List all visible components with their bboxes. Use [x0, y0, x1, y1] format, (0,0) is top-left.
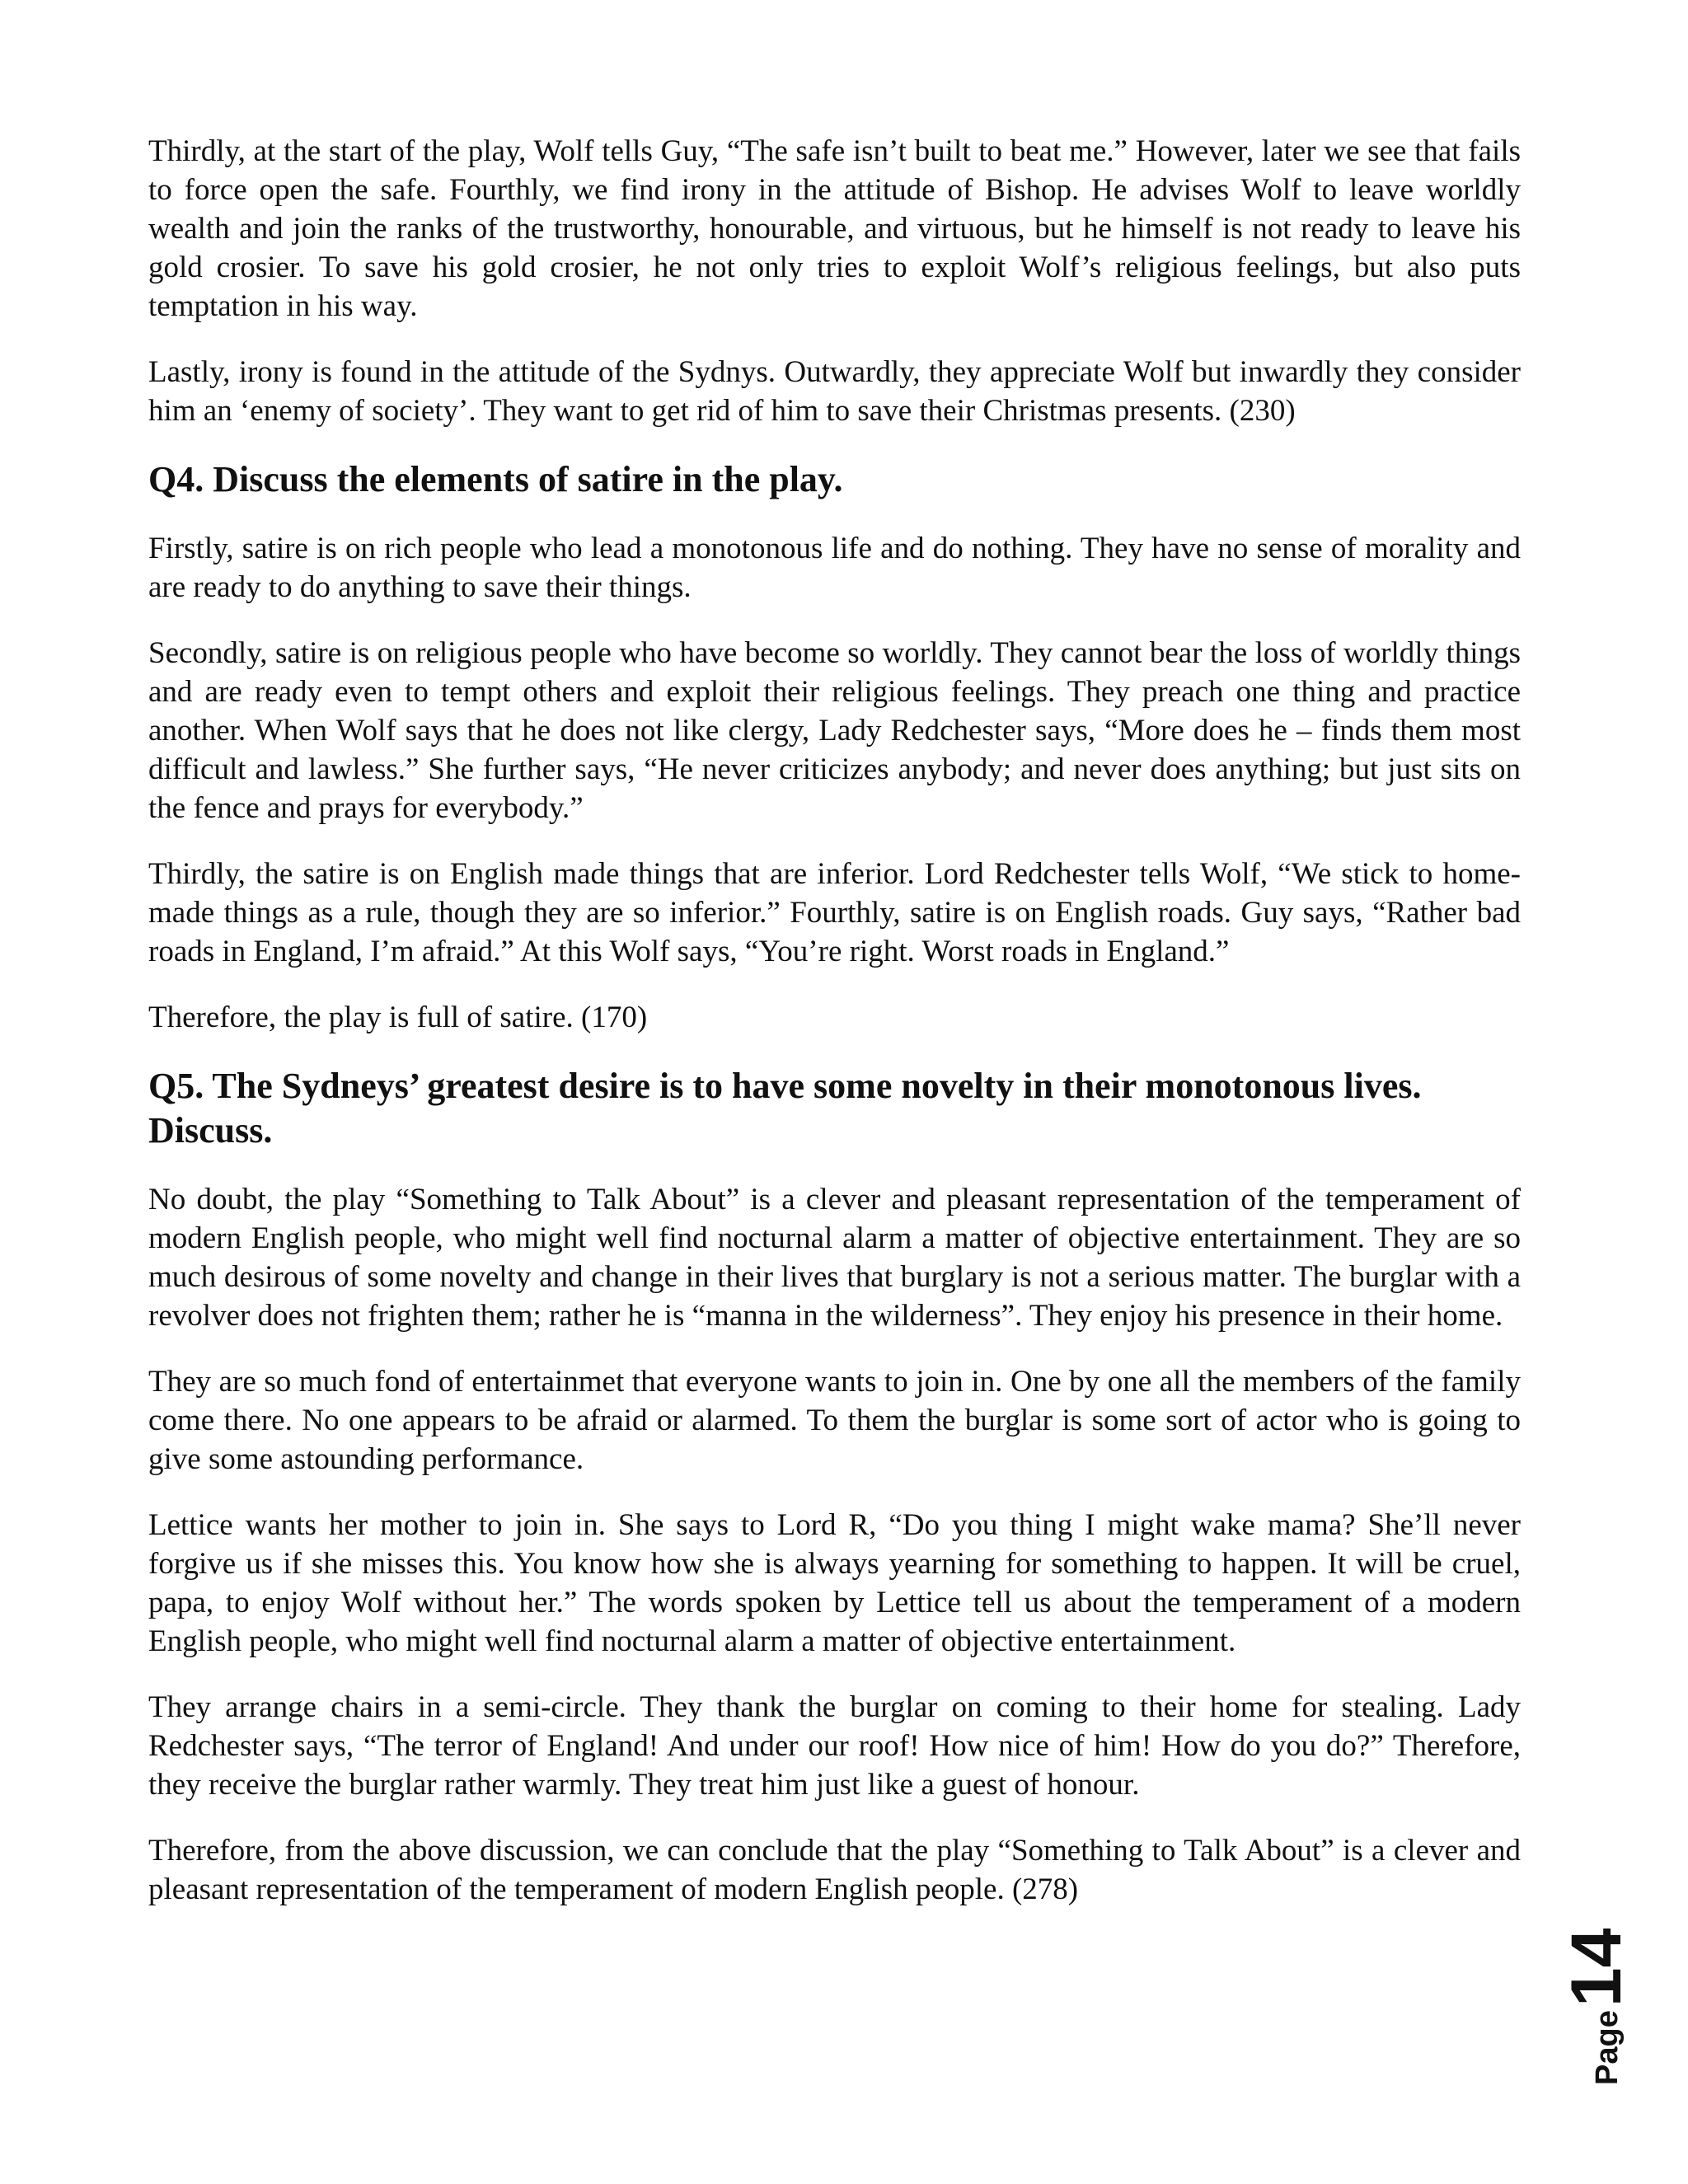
paragraph-q5-intro: No doubt, the play “Something to Talk About” is a clever and pleasant representation of the temperament of modern English people, who might well find nocturnal alarm a matter of objective entertainment. They are so much desirous of some novelty and change in their lives that burglary is not a serious matter. The burglar with a revolver does not frighten them; rather he is “manna in the wilderness”. They enjoy his presence in their home.	[148, 1183, 1521, 1333]
page-number-label	[1557, 1887, 1636, 2085]
paragraph-q4-secondly: Secondly, satire is on religious people who have become so worldly. They cannot bear the loss of worldly things and are ready even to tempt others and exploit their religious feelings. They preach one thing and practice another. When Wolf says that he does not like clergy, Lady Redchester says, “More does he – finds them most difficult and lawless.” She further says, “He never criticizes anybody; and never does anything; but just sits on the fence and prays for everybody.”	[148, 636, 1521, 825]
paragraph-q4-firstly: Firstly, satire is on rich people who lead a monotonous life and do nothing. They have no sense of morality and are ready to do anything to save their things.	[148, 532, 1521, 604]
paragraph-q4-thirdly: Thirdly, the satire is on English made things that are inferior. Lord Redchester tells Wolf, “We stick to home-made things as a rule, though they are so inferior.” Fourthly, satire is on English roads. Guy says, “Rather bad roads in England, I’m afraid.” At this Wolf says, “You’re right. Worst roads in England.”	[148, 857, 1521, 968]
paragraph-q4-conclusion: Therefore, the play is full of satire. (170)	[148, 1001, 648, 1034]
paragraph-q5-conclusion: Therefore, from the above discussion, we can conclude that the play “Something to Talk About” is a clever and pleasant representation of the temperament of modern English people. (278)	[148, 1834, 1521, 1906]
paragraph-irony-lastly: Lastly, irony is found in the attitude of the Sydnys. Outwardly, they appreciate Wolf but inwardly they consider him an ‘enemy of society’. They want to get rid of him to save their Christmas presents. (230)	[148, 355, 1521, 428]
heading-q5: Q5. The Sydneys’ greatest desire is to have some novelty in their monotonous lives. Discuss.	[148, 1066, 1422, 1151]
paragraph-irony-thirdly: Thirdly, at the start of the play, Wolf tells Guy, “The safe isn’t built to beat me.” However, later we see that fails to force open the safe. Fourthly, we find irony in the attitude of Bishop. He advises Wolf to leave worldly wealth and join the ranks of the trustworthy, honourable, and virtuous, but he himself is not ready to leave his gold crosier. To save his gold crosier, he not only tries to exploit Wolf’s religious feelings, but also puts temptation in his way.	[148, 134, 1521, 323]
heading-q4: Q4. Discuss the elements of satire in the play.	[148, 459, 843, 499]
page-word: Page	[1590, 2010, 1625, 2085]
page-number: 14	[1557, 1928, 1636, 2008]
paragraph-q5-entertainment: They are so much fond of entertainmet that everyone wants to join in. One by one all the members of the family come there. No one appears to be afraid or alarmed. To them the burglar is some sort of actor who is going to give some astounding performance.	[148, 1365, 1521, 1476]
document-body	[148, 132, 1521, 1936]
paragraph-q5-lettice: Lettice wants her mother to join in. She says to Lord R, “Do you thing I might wake mama? She’ll never forgive us if she misses this. You know how she is always yearning for something to happen. It will be cruel, papa, to enjoy Wolf without her.” The words spoken by Lettice tell us about the temperament of a modern English people, who might well find nocturnal alarm a matter of objective entertainment.	[148, 1508, 1521, 1658]
paragraph-q5-chairs: They arrange chairs in a semi-circle. They thank the burglar on coming to their home for stealing. Lady Redchester says, “The terror of England! And under our roof! How nice of him! How do you do?” Therefore, they receive the burglar rather warmly. They treat him just like a guest of honour.	[148, 1690, 1521, 1802]
